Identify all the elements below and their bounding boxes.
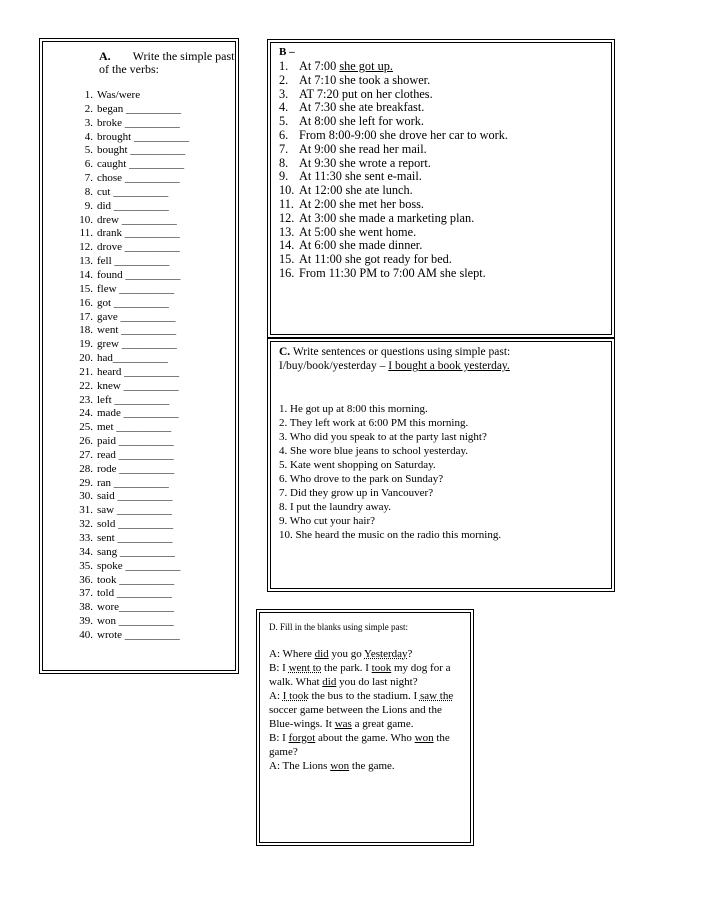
verb-item	[53, 214, 189, 228]
verb-text: paid __________	[97, 435, 174, 448]
filled-blank: won	[330, 760, 350, 772]
verb-text: said __________	[97, 490, 173, 503]
section-b-label: B –	[279, 46, 295, 58]
item-number: 8.	[279, 155, 289, 170]
filled-blank: won	[414, 732, 434, 744]
sentence-item: 8. I put the laundry away.	[279, 501, 392, 513]
schedule-text: At 3:00 she made a marketing plan.	[299, 210, 475, 225]
verb-text: won __________	[97, 615, 174, 628]
schedule-item	[279, 184, 508, 198]
text-segment: my dog for a walk. What	[269, 662, 451, 688]
item-number: 7.	[84, 172, 93, 185]
item-number: 5.	[279, 114, 289, 129]
section-c-instruction: Write sentences or questions using simple past:	[292, 346, 511, 358]
verb-text: met __________	[97, 421, 172, 434]
text-segment: ?	[407, 648, 413, 660]
item-number: 35.	[79, 559, 93, 572]
schedule-item	[279, 170, 508, 184]
verb-item	[53, 629, 189, 643]
item-number: 13.	[279, 224, 295, 239]
text-segment: the bus to the stadium. I	[308, 690, 420, 702]
item-number: 20.	[79, 352, 93, 365]
filled-blank: saw the	[419, 690, 454, 702]
item-number: 22.	[79, 379, 93, 392]
verb-item	[53, 158, 189, 172]
verb-item	[53, 131, 189, 145]
verb-text: wore__________	[97, 601, 174, 614]
filled-blank: Yesterday	[364, 648, 408, 660]
item-number: 12.	[279, 210, 295, 225]
item-number: 2.	[279, 72, 289, 87]
verb-text: rode __________	[97, 462, 175, 475]
schedule-text: At 9:30 she wrote a report.	[299, 155, 431, 170]
verb-item	[53, 615, 189, 629]
text-segment: the game?	[269, 732, 450, 758]
schedule-text: At 5:00 she went home.	[299, 224, 417, 239]
verb-text: told __________	[97, 587, 172, 600]
filled-blank: did	[322, 676, 337, 688]
verb-text: drew __________	[97, 213, 177, 226]
item-number: 28.	[79, 462, 93, 475]
dialogue	[269, 647, 459, 773]
verb-item	[53, 574, 189, 588]
filled-blank: did	[314, 648, 329, 660]
verb-item	[53, 89, 189, 103]
schedule-item	[279, 239, 508, 253]
item-number: 16.	[79, 296, 93, 309]
item-number: 33.	[79, 532, 93, 544]
item-number: 8.	[84, 185, 93, 198]
schedule-text: At 11:30 she sent e-mail.	[299, 169, 422, 184]
verb-text: cut __________	[97, 185, 169, 198]
item-number: 1.	[84, 89, 93, 101]
verb-item	[53, 324, 189, 338]
item-number: 36.	[79, 573, 93, 586]
dialogue-line	[269, 647, 459, 661]
item-number: 34.	[79, 545, 93, 558]
item-number: 17.	[79, 310, 93, 323]
verb-text: had__________	[97, 352, 168, 365]
text-segment: about the game. Who	[315, 732, 415, 744]
verb-item	[53, 269, 189, 283]
text-segment: you do last night?	[336, 676, 418, 688]
schedule-item	[279, 74, 508, 88]
sentence-item: 5. Kate went shopping on Saturday.	[279, 459, 436, 471]
text-segment: B: I	[269, 732, 289, 744]
verb-item	[53, 504, 189, 518]
verb-text: sold __________	[97, 518, 174, 531]
section-b-box	[267, 39, 615, 338]
text-segment: the game.	[349, 760, 395, 772]
item-number: 26.	[79, 435, 93, 448]
verb-text: began __________	[97, 102, 182, 115]
item-number: 30.	[79, 490, 93, 503]
filled-blank: went to	[288, 662, 322, 674]
schedule-item	[279, 129, 508, 143]
schedule-text: At 8:00 she left for work.	[299, 114, 424, 129]
schedule-item	[279, 157, 508, 171]
item-number: 14.	[79, 268, 93, 281]
item-number: 6.	[84, 158, 93, 171]
schedule-text: At 11:00 she got ready for bed.	[299, 252, 452, 267]
verb-text: found __________	[97, 268, 181, 281]
text-segment: a great game.	[351, 718, 414, 730]
verb-text: sent __________	[97, 532, 173, 544]
schedule-text: At 7:10 she took a shower.	[299, 72, 431, 87]
item-number: 19.	[79, 338, 93, 351]
dialogue-line	[269, 731, 459, 759]
verb-text: chose __________	[97, 172, 180, 185]
item-number: 9.	[279, 169, 289, 184]
verb-text: saw __________	[97, 504, 172, 517]
item-number: 16.	[279, 265, 295, 280]
verb-item	[53, 601, 189, 615]
section-d-box	[256, 609, 474, 846]
sentence-item: 9. Who cut your hair?	[279, 515, 376, 527]
schedule-item	[279, 88, 508, 102]
verb-text: bought __________	[97, 144, 186, 157]
item-number: 12.	[79, 241, 93, 254]
verb-item	[53, 103, 189, 117]
item-number: 29.	[79, 476, 93, 489]
schedule-text: At 2:00 she met her boss.	[299, 196, 425, 211]
verb-text: did __________	[97, 199, 169, 212]
verb-item	[53, 463, 189, 477]
item-number: 23.	[79, 393, 93, 406]
section-a-subtitle: of the verbs:	[99, 62, 159, 76]
sentence-item: 4. She wore blue jeans to school yesterday.	[279, 445, 468, 457]
item-number: 15.	[279, 252, 295, 267]
example-prompt: I/buy/book/yesterday	[279, 360, 377, 372]
text-segment: soccer game between the Lions and the Blue-wings. It	[269, 704, 442, 730]
text-segment: A: Where	[269, 648, 315, 660]
item-number: 10.	[79, 213, 93, 226]
filled-blank: forgot	[288, 732, 316, 744]
schedule-text: At 6:00 she made dinner.	[299, 238, 423, 253]
item-number: 24.	[79, 407, 93, 420]
schedule-item	[279, 226, 508, 240]
example-dash: –	[376, 360, 389, 372]
item-number: 4.	[279, 100, 289, 115]
item-number: 25.	[79, 421, 93, 434]
verb-item	[53, 311, 189, 325]
item-number: 1.	[279, 59, 289, 73]
verb-item	[53, 490, 189, 504]
verb-text: grew __________	[97, 338, 177, 351]
item-number: 38.	[79, 601, 93, 614]
section-c-header	[279, 345, 609, 373]
item-number: 31.	[79, 504, 93, 517]
verb-item	[53, 366, 189, 380]
item-number: 15.	[79, 282, 93, 295]
item-number: 4.	[84, 130, 93, 143]
dialogue-line	[269, 759, 459, 773]
verb-item	[53, 283, 189, 297]
verb-text: wrote __________	[97, 628, 180, 641]
schedule-text: At 7:30 she ate breakfast.	[299, 100, 425, 115]
item-number: 13.	[79, 255, 93, 268]
item-number: 7.	[279, 141, 289, 156]
schedule-text: From 8:00-9:00 she drove her car to work.	[299, 127, 508, 142]
schedule-item	[279, 212, 508, 226]
verb-text: went __________	[97, 324, 177, 337]
verb-item	[53, 560, 189, 574]
verb-text: Was/were	[97, 89, 141, 101]
schedule-text: At 7:00	[299, 59, 340, 73]
verb-text: read __________	[97, 448, 174, 461]
sentence-item: 7. Did they grow up in Vancouver?	[279, 487, 434, 499]
item-number: 37.	[79, 587, 93, 600]
item-number: 11.	[279, 196, 294, 211]
item-number: 14.	[279, 238, 295, 253]
item-number: 9.	[84, 199, 93, 212]
item-number: 2.	[84, 102, 93, 115]
verb-item	[53, 532, 189, 546]
text-segment: B: I	[269, 662, 289, 674]
schedule-item	[279, 143, 508, 157]
schedule-item	[279, 198, 508, 212]
text-segment: you go	[328, 648, 365, 660]
verb-text: drank __________	[97, 227, 180, 240]
verb-item	[53, 172, 189, 186]
verb-item	[53, 352, 189, 366]
verb-item	[53, 338, 189, 352]
schedule-item	[279, 253, 508, 267]
filled-blank: was	[334, 718, 352, 730]
verb-item	[53, 380, 189, 394]
section-a-instruction: Write the simple past	[132, 49, 235, 63]
verb-item	[53, 407, 189, 421]
schedule-item	[279, 60, 508, 74]
item-number: 11.	[79, 227, 93, 240]
verb-text: spoke __________	[97, 559, 181, 572]
verb-item	[53, 435, 189, 449]
item-number: 18.	[79, 324, 93, 337]
verb-text: broke __________	[97, 116, 180, 129]
example-answer: I bought a book yesterday.	[388, 360, 510, 372]
sentence-item: 10. She heard the music on the radio this morning.	[279, 529, 502, 541]
verb-list	[53, 89, 189, 643]
verb-item	[53, 241, 189, 255]
verb-text: heard __________	[97, 365, 180, 378]
verb-text: got __________	[97, 296, 169, 309]
section-c-label: C.	[279, 346, 291, 358]
dialogue-line	[269, 661, 459, 689]
sentence-item: 3. Who did you speak to at the party last night?	[279, 431, 487, 443]
schedule-text: At 12:00 she ate lunch.	[299, 183, 413, 198]
item-number: 6.	[279, 127, 289, 142]
verb-text: gave __________	[97, 310, 176, 323]
filled-blank: I took	[282, 690, 309, 702]
verb-item	[53, 421, 189, 435]
verb-text: fell __________	[97, 255, 170, 268]
section-a-box	[39, 38, 239, 674]
schedule-text: AT 7:20 put on her clothes.	[299, 86, 433, 101]
schedule-item	[279, 115, 508, 129]
verb-item	[53, 587, 189, 601]
verb-text: brought __________	[97, 130, 189, 143]
verb-item	[53, 255, 189, 269]
verb-item	[53, 394, 189, 408]
item-number: 39.	[79, 615, 93, 628]
dialogue-line	[269, 689, 459, 731]
schedule-list	[279, 60, 508, 281]
item-number: 5.	[84, 144, 93, 157]
text-segment: A:	[269, 690, 283, 702]
schedule-text: At 9:00 she read her mail.	[299, 141, 427, 156]
verb-item	[53, 227, 189, 241]
section-a-title	[99, 50, 239, 76]
verb-text: flew __________	[97, 282, 175, 295]
text-segment: A: The Lions	[269, 760, 331, 772]
verb-item	[53, 518, 189, 532]
verb-item	[53, 546, 189, 560]
verb-item	[53, 297, 189, 311]
item-number: 21.	[79, 365, 93, 378]
filled-blank: took	[371, 662, 392, 674]
item-number: 40.	[79, 628, 93, 641]
sentence-list	[279, 402, 501, 542]
verb-item	[53, 144, 189, 158]
item-number: 3.	[84, 116, 93, 129]
verb-item	[53, 117, 189, 131]
section-a-label: A.	[99, 49, 111, 63]
section-d-instruction: D. Fill in the blanks using simple past:	[269, 622, 408, 632]
verb-text: ran __________	[97, 476, 169, 489]
schedule-underlined: she got up.	[339, 59, 393, 73]
verb-text: knew __________	[97, 379, 179, 392]
verb-item	[53, 449, 189, 463]
verb-item	[53, 186, 189, 200]
sentence-item: 2. They left work at 6:00 PM this morning.	[279, 417, 469, 429]
schedule-text: From 11:30 PM to 7:00 AM she slept.	[299, 265, 486, 280]
item-number: 10.	[279, 183, 295, 198]
schedule-item	[279, 267, 508, 281]
section-c-box	[267, 338, 615, 592]
sentence-item: 1. He got up at 8:00 this morning.	[279, 403, 428, 415]
schedule-item	[279, 101, 508, 115]
verb-text: took __________	[97, 573, 175, 586]
verb-item	[53, 477, 189, 491]
verb-text: made __________	[97, 407, 179, 420]
verb-item	[53, 200, 189, 214]
text-segment: the park. I	[321, 662, 372, 674]
verb-text: left __________	[97, 393, 170, 406]
item-number: 3.	[279, 86, 289, 101]
item-number: 32.	[79, 518, 93, 531]
verb-text: sang __________	[97, 545, 175, 558]
verb-text: drove __________	[97, 241, 180, 254]
verb-text: caught __________	[97, 158, 185, 171]
sentence-item: 6. Who drove to the park on Sunday?	[279, 473, 444, 485]
item-number: 27.	[79, 448, 93, 461]
